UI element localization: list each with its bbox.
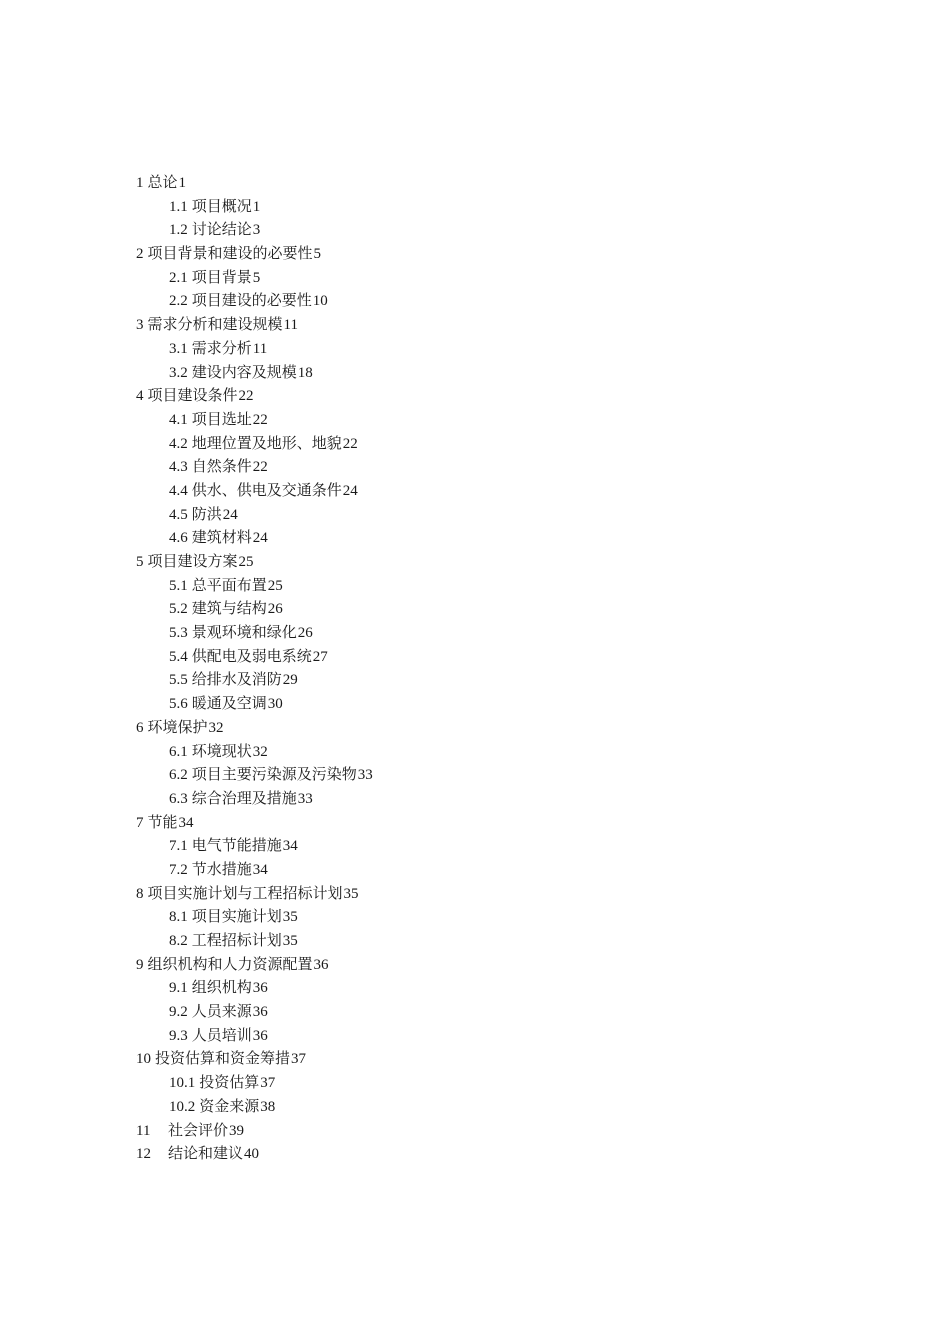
toc-chapter-entry[interactable] xyxy=(136,385,373,409)
toc-entry-title: 需求分析 xyxy=(191,340,252,357)
toc-entry-page-number: 29 xyxy=(282,672,298,689)
toc-entry-number: 5.2 xyxy=(169,601,188,618)
toc-entry-page-number: 37 xyxy=(291,1051,307,1068)
toc-entry-page-number: 40 xyxy=(244,1146,260,1163)
toc-entry-number: 11 xyxy=(136,1122,151,1139)
toc-entry-number: 5.5 xyxy=(169,672,188,689)
toc-entry-number: 5.6 xyxy=(169,696,188,713)
toc-section-entry[interactable] xyxy=(136,741,373,765)
toc-section-entry[interactable] xyxy=(136,764,373,788)
toc-entry-title: 景观环境和绿化 xyxy=(191,625,297,642)
toc-section-entry[interactable] xyxy=(136,598,373,622)
toc-entry-number: 5.4 xyxy=(169,648,188,665)
toc-entry-page-number: 39 xyxy=(229,1122,245,1139)
toc-entry-title: 建筑材料 xyxy=(191,530,252,547)
toc-entry-number: 3 xyxy=(136,317,144,334)
toc-entry-number: 6 xyxy=(136,719,144,736)
toc-entry-title: 地理位置及地形、地貌 xyxy=(191,435,342,452)
toc-entry-number: 8.1 xyxy=(169,909,188,926)
toc-entry-number: 9.1 xyxy=(169,980,188,997)
toc-entry-page-number: 3 xyxy=(252,222,261,239)
toc-entry-title: 项目背景 xyxy=(191,269,252,286)
toc-entry-page-number: 27 xyxy=(312,648,328,665)
toc-entry-title: 讨论结论 xyxy=(191,222,252,239)
toc-entry-title: 自然条件 xyxy=(191,459,252,476)
toc-entry-number: 7 xyxy=(136,814,144,831)
toc-chapter-entry[interactable] xyxy=(136,314,373,338)
toc-entry-number: 2 xyxy=(136,246,144,263)
toc-entry-title: 环境现状 xyxy=(191,743,252,760)
toc-section-entry[interactable] xyxy=(136,1096,373,1120)
toc-entry-page-number: 11 xyxy=(283,317,298,334)
toc-entry-number: 3.1 xyxy=(169,340,188,357)
toc-entry-title: 供配电及弱电系统 xyxy=(191,648,312,665)
toc-section-entry[interactable] xyxy=(136,622,373,646)
toc-entry-page-number: 26 xyxy=(267,601,283,618)
toc-section-entry[interactable] xyxy=(136,362,373,386)
toc-chapter-entry[interactable] xyxy=(136,954,373,978)
toc-entry-page-number: 22 xyxy=(342,435,358,452)
toc-entry-title: 项目实施计划 xyxy=(191,909,282,926)
toc-entry-number: 7.1 xyxy=(169,838,188,855)
toc-entry-title: 社会评价 xyxy=(168,1122,229,1139)
toc-entry-page-number: 1 xyxy=(252,198,261,215)
toc-entry-title: 组织机构和人力资源配置 xyxy=(147,956,313,973)
toc-entry-page-number: 35 xyxy=(282,909,298,926)
toc-section-entry[interactable] xyxy=(136,646,373,670)
toc-entry-number: 5.1 xyxy=(169,577,188,594)
toc-entry-page-number: 1 xyxy=(178,175,187,191)
toc-section-entry[interactable] xyxy=(136,219,373,243)
toc-entry-title: 电气节能措施 xyxy=(191,838,282,855)
toc-entry-number: 4.5 xyxy=(169,506,188,523)
toc-entry-title: 工程招标计划 xyxy=(191,933,282,949)
toc-chapter-entry[interactable] xyxy=(136,243,373,267)
toc-chapter-entry[interactable] xyxy=(136,551,373,575)
toc-entry-page-number: 36 xyxy=(252,1004,268,1021)
toc-entry-number: 8 xyxy=(136,885,144,902)
toc-entry-page-number: 37 xyxy=(260,1075,276,1092)
toc-entry-number: 4.4 xyxy=(169,482,188,499)
toc-entry-page-number: 24 xyxy=(222,506,238,523)
toc-entry-number: 8.2 xyxy=(169,933,188,949)
toc-entry-page-number: 35 xyxy=(343,885,359,902)
toc-entry-title: 节水措施 xyxy=(191,861,252,878)
toc-chapter-entry[interactable] xyxy=(136,1048,373,1072)
toc-section-entry[interactable] xyxy=(136,504,373,528)
table-of-contents xyxy=(136,172,373,1167)
toc-entry-page-number: 24 xyxy=(342,482,358,499)
toc-entry-page-number: 18 xyxy=(297,364,313,381)
toc-entry-page-number: 32 xyxy=(252,743,268,760)
toc-entry-number: 4 xyxy=(136,388,144,405)
toc-entry-number: 1 xyxy=(136,175,144,191)
toc-entry-page-number: 24 xyxy=(252,530,268,547)
toc-entry-number: 5.3 xyxy=(169,625,188,642)
toc-entry-title: 组织机构 xyxy=(191,980,252,997)
toc-entry-title: 投资估算 xyxy=(199,1075,260,1092)
toc-section-entry[interactable] xyxy=(136,267,373,291)
toc-entry-number: 7.2 xyxy=(169,861,188,878)
toc-entry-page-number: 22 xyxy=(238,388,254,405)
toc-entry-page-number: 38 xyxy=(260,1098,276,1115)
toc-entry-title: 项目建设方案 xyxy=(147,554,238,570)
toc-entry-title: 项目建设的必要性 xyxy=(191,293,312,310)
toc-entry-page-number: 30 xyxy=(267,696,283,713)
toc-entry-number: 4.2 xyxy=(169,435,188,452)
toc-entry-page-number: 11 xyxy=(252,340,268,357)
toc-entry-page-number: 25 xyxy=(238,554,254,570)
toc-entry-title: 环境保护 xyxy=(147,719,208,736)
toc-entry-title: 建筑与结构 xyxy=(191,601,267,618)
toc-section-entry[interactable] xyxy=(136,338,373,362)
toc-entry-page-number: 33 xyxy=(357,767,373,784)
toc-section-entry[interactable] xyxy=(136,290,373,314)
toc-section-entry[interactable] xyxy=(136,1001,373,1025)
toc-chapter-entry[interactable] xyxy=(136,1120,373,1144)
toc-section-entry[interactable] xyxy=(136,433,373,457)
toc-chapter-entry[interactable] xyxy=(136,812,373,836)
toc-section-entry[interactable] xyxy=(136,906,373,930)
toc-section-entry[interactable] xyxy=(136,480,373,504)
toc-entry-title: 防洪 xyxy=(191,506,222,523)
toc-entry-number: 4.1 xyxy=(169,411,188,428)
toc-section-entry[interactable] xyxy=(136,575,373,599)
toc-entry-title: 供水、供电及交通条件 xyxy=(191,482,342,499)
toc-entry-number: 12 xyxy=(136,1146,151,1163)
toc-entry-title: 项目实施计划与工程招标计划 xyxy=(147,885,343,902)
toc-entry-number: 9.3 xyxy=(169,1027,188,1044)
toc-entry-number: 4.3 xyxy=(169,459,188,476)
toc-entry-title: 项目概况 xyxy=(191,198,252,215)
toc-section-entry[interactable] xyxy=(136,1025,373,1049)
toc-entry-title: 总论 xyxy=(147,175,178,191)
toc-entry-page-number: 34 xyxy=(252,861,268,878)
toc-entry-title: 节能 xyxy=(147,814,178,831)
toc-entry-title: 综合治理及措施 xyxy=(191,790,297,807)
toc-entry-page-number: 5 xyxy=(313,246,322,263)
toc-entry-page-number: 36 xyxy=(252,1027,268,1044)
toc-entry-page-number: 22 xyxy=(252,459,268,476)
toc-entry-title: 项目主要污染源及污染物 xyxy=(191,767,357,784)
toc-entry-number: 6.3 xyxy=(169,790,188,807)
toc-entry-number: 10 xyxy=(136,1051,151,1068)
toc-entry-number: 9 xyxy=(136,956,144,973)
toc-entry-page-number: 26 xyxy=(297,625,313,642)
toc-entry-number: 4.6 xyxy=(169,530,188,547)
toc-entry-number: 10.2 xyxy=(169,1098,196,1115)
toc-entry-title: 项目选址 xyxy=(191,411,252,428)
toc-chapter-entry[interactable] xyxy=(136,172,373,196)
toc-entry-title: 资金来源 xyxy=(199,1098,260,1115)
toc-entry-title: 给排水及消防 xyxy=(191,672,282,689)
toc-section-entry[interactable] xyxy=(136,527,373,551)
toc-entry-number: 3.2 xyxy=(169,364,188,381)
toc-entry-page-number: 10 xyxy=(312,293,328,310)
toc-entry-page-number: 34 xyxy=(178,814,194,831)
toc-section-entry[interactable] xyxy=(136,196,373,220)
toc-entry-title: 建设内容及规模 xyxy=(191,364,297,381)
toc-entry-number: 2.1 xyxy=(169,269,188,286)
toc-entry-title: 结论和建议 xyxy=(168,1146,244,1163)
toc-chapter-entry[interactable] xyxy=(136,1143,373,1167)
toc-entry-title: 项目建设条件 xyxy=(147,388,238,405)
toc-entry-title: 暖通及空调 xyxy=(191,696,267,713)
toc-entry-page-number: 34 xyxy=(282,838,298,855)
toc-entry-title: 项目背景和建设的必要性 xyxy=(147,246,313,263)
toc-entry-title: 投资估算和资金筹措 xyxy=(155,1051,291,1068)
toc-entry-page-number: 22 xyxy=(252,411,268,428)
toc-entry-page-number: 36 xyxy=(252,980,268,997)
toc-chapter-entry[interactable] xyxy=(136,883,373,907)
toc-entry-page-number: 5 xyxy=(252,269,261,286)
toc-section-entry[interactable] xyxy=(136,409,373,433)
toc-section-entry[interactable] xyxy=(136,1072,373,1096)
toc-entry-number: 9.2 xyxy=(169,1004,188,1021)
toc-entry-page-number: 35 xyxy=(282,933,298,949)
toc-entry-page-number: 36 xyxy=(313,956,329,973)
toc-section-entry[interactable] xyxy=(136,859,373,883)
toc-entry-number: 5 xyxy=(136,554,144,570)
toc-section-entry[interactable] xyxy=(136,788,373,812)
toc-entry-number: 6.1 xyxy=(169,743,188,760)
toc-entry-number: 10.1 xyxy=(169,1075,196,1092)
toc-entry-title: 人员培训 xyxy=(191,1027,252,1044)
toc-chapter-entry[interactable] xyxy=(136,717,373,741)
toc-section-entry[interactable] xyxy=(136,977,373,1001)
toc-section-entry[interactable] xyxy=(136,456,373,480)
toc-entry-number: 1.1 xyxy=(169,198,188,215)
toc-entry-page-number: 32 xyxy=(208,719,224,736)
toc-section-entry[interactable] xyxy=(136,669,373,693)
toc-entry-title: 总平面布置 xyxy=(191,577,267,594)
toc-entry-page-number: 25 xyxy=(267,577,283,594)
toc-entry-number: 6.2 xyxy=(169,767,188,784)
toc-entry-number: 1.2 xyxy=(169,222,188,239)
toc-entry-page-number: 33 xyxy=(297,790,313,807)
toc-section-entry[interactable] xyxy=(136,930,373,954)
toc-section-entry[interactable] xyxy=(136,693,373,717)
toc-entry-number: 2.2 xyxy=(169,293,188,310)
toc-entry-title: 需求分析和建设规模 xyxy=(147,317,283,334)
toc-section-entry[interactable] xyxy=(136,835,373,859)
toc-entry-title: 人员来源 xyxy=(191,1004,252,1021)
